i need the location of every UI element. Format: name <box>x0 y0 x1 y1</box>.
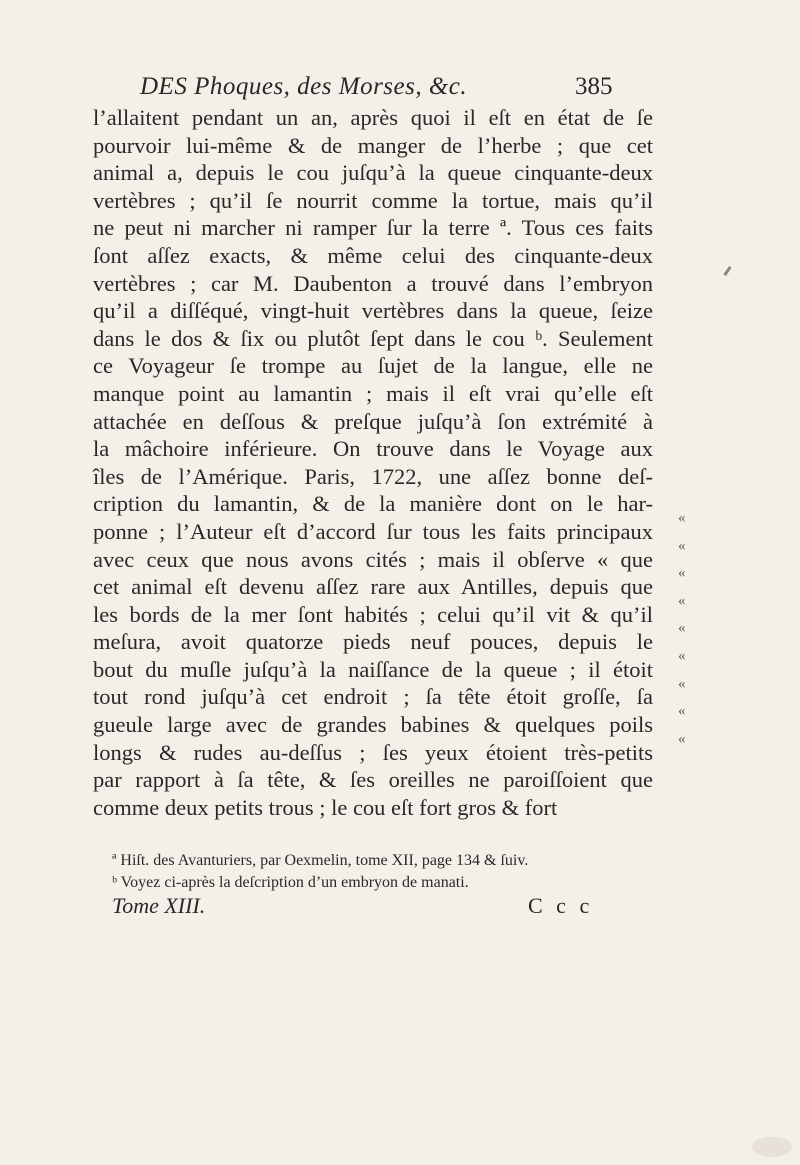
footnote-b: ᵇ Voyez ci-après la deſcription d’un embryon de manati. <box>112 874 469 891</box>
quote-mark: « <box>678 675 686 692</box>
text-line: tout rond juſqu’à cet endroit ; ſa tête étoit groſſe, ſa <box>93 684 653 710</box>
gathering-mark: C c c <box>528 893 594 918</box>
text-line: vertèbres ; car M. Daubenton a trouvé dans l’embryon <box>93 270 653 296</box>
text-line: ponne ; l’Auteur eſt d’accord ſur tous les faits principaux <box>93 518 653 544</box>
quote-mark: « <box>678 730 686 747</box>
text-line: la mâchoire inférieure. On trouve dans le Voyage aux <box>93 436 653 462</box>
text-line: par rapport à ſa tête, & ſes oreilles ne paroiſſoient que <box>93 767 653 793</box>
text-line: cription du lamantin, & de la manière dont on le har- <box>93 491 653 517</box>
running-head <box>140 73 600 101</box>
text-line: cet animal eſt devenu aſſez rare aux Antilles, depuis que <box>93 574 653 600</box>
running-head-prefix: DES <box>140 73 195 100</box>
page-number: 385 <box>575 73 613 100</box>
paper-stain <box>752 1137 792 1157</box>
text-line: îles de l’Amérique. Paris, 1722, une aſſez bonne deſ- <box>93 463 653 489</box>
body-text <box>93 104 653 821</box>
text-line: attachée en deſſous & preſque juſqu’à ſon extrémité à <box>93 408 653 434</box>
text-line: l’allaitent pendant un an, après quoi il eſt en état de ſe <box>93 105 653 130</box>
quote-mark: « <box>678 537 686 554</box>
text-line: manque point au lamantin ; mais il eſt vrai qu’elle eſt <box>93 380 653 406</box>
quote-mark: « <box>678 565 686 582</box>
footnotes <box>112 850 672 894</box>
text-line: bout du muſle juſqu’à la naiſſance de la queue ; il étoit <box>93 656 653 682</box>
quote-mark: « <box>678 510 686 526</box>
quote-mark: « <box>678 620 686 637</box>
text-line: longs & rudes au-deſſus ; ſes yeux étoient très-petits <box>93 739 653 765</box>
text-line: ce Voyageur ſe trompe au ſujet de la langue, elle ne <box>93 353 653 379</box>
quote-mark: « <box>678 592 686 609</box>
text-line: gueule large avec de grandes babines & quelques poils <box>93 712 653 738</box>
text-line: pourvoir lui-même & de manger de l’herbe ; que cet <box>93 132 653 158</box>
text-line: ne peut ni marcher ni ramper ſur la terre ª. Tous ces faits <box>93 215 653 241</box>
text-line: les bords de la mer ſont habités ; celui qu’il vit & qu’il <box>93 601 653 627</box>
quote-mark: « <box>678 647 686 664</box>
text-line: meſura, avoit quatorze pieds neuf pouces, depuis le <box>93 629 653 655</box>
text-line: animal a, depuis le cou juſqu’à la queue cinquante-deux <box>93 160 653 186</box>
quote-mark: « <box>678 703 686 720</box>
footnote-a: ª Hiſt. des Avanturiers, par Oexmelin, tome XII, page 134 & ſuiv. <box>112 852 529 869</box>
quote-marks-column <box>678 505 698 753</box>
text-line: vertèbres ; qu’il ſe nourrit comme la tortue, mais qu’il <box>93 187 653 213</box>
text-line: ſont aſſez exacts, & même celui des cinquante-deux <box>93 242 653 268</box>
text-line: avec ceux que nous avons cités ; mais il obſerve « que <box>93 546 653 572</box>
margin-mark <box>723 266 731 276</box>
text-line: comme deux petits trous ; le cou eſt fort gros & fort <box>93 794 558 820</box>
volume-signature: Tome XIII. <box>112 893 206 918</box>
running-head-title: Phoques, des Morses, &c. <box>194 73 468 100</box>
text-line: dans le dos & ſix ou plutôt ſept dans le cou ᵇ. Seulement <box>93 325 653 351</box>
text-line: qu’il a diſſéqué, vingt-huit vertèbres dans la queue, ſeize <box>93 298 653 324</box>
